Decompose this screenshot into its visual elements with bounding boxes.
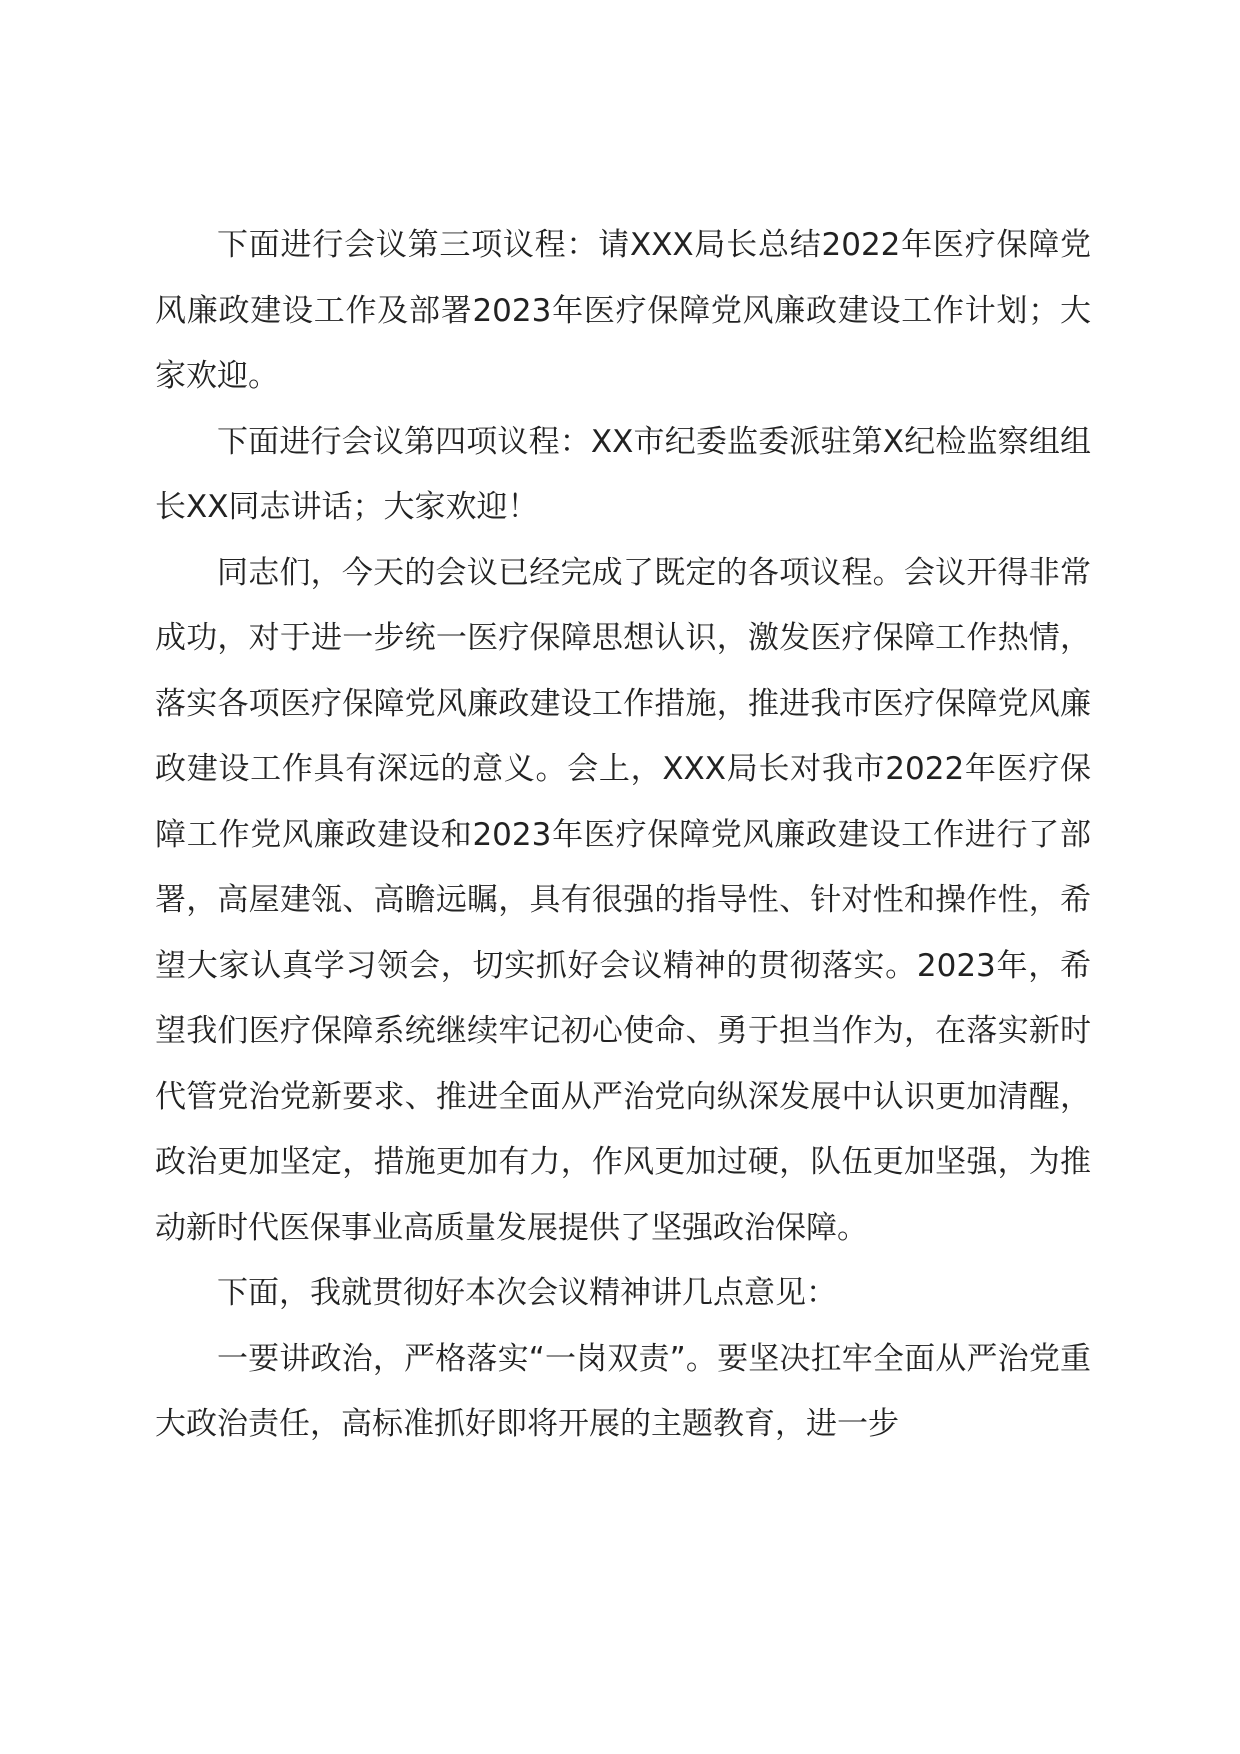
paragraph-agenda-item-3: 下面进行会议第三项议程：请XXX局长总结2022年医疗保障党风廉政建设工作及部署2023年医疗保障党风廉政建设工作计划；大家欢迎。: [155, 227, 1091, 394]
document-body: [155, 213, 1091, 1458]
paragraph-point-one: 一要讲政治，严格落实“一岗双责”。要坚决扛牢全面从严治党重大政治责任，高标准抓好即将开展的主题教育，进一步: [155, 1340, 1091, 1442]
paragraph-opinions-intro: 下面，我就贯彻好本次会议精神讲几点意见：: [217, 1275, 837, 1311]
paragraph-meeting-summary: 同志们，今天的会议已经完成了既定的各项议程。会议开得非常成功，对于进一步统一医疗保障思想认识，激发医疗保障工作热情，落实各项医疗保障党风廉政建设工作措施，推进我市医疗保障党风廉政建设工作具有深远的意义。会上，XXX局长对我市2022年医疗保障工作党风廉政建设和2023年医疗保障党风廉政建设工作进行了部署，高屋建瓴、高瞻远瞩，具有很强的指导性、针对性和操作性，希望大家认真学习领会，切实抓好会议精神的贯彻落实。2023年，希望我们医疗保障系统继续牢记初心使命、勇于担当作为，在落实新时代管党治党新要求、推进全面从严治党向纵深发展中认识更加清醒，政治更加坚定，措施更加有力，作风更加过硬，队伍更加坚强，为推动新时代医保事业高质量发展提供了坚强政治保障。: [155, 554, 1091, 1246]
paragraph-agenda-item-4: 下面进行会议第四项议程：XX市纪委监委派驻第X纪检监察组组长XX同志讲话；大家欢迎！: [155, 423, 1091, 525]
